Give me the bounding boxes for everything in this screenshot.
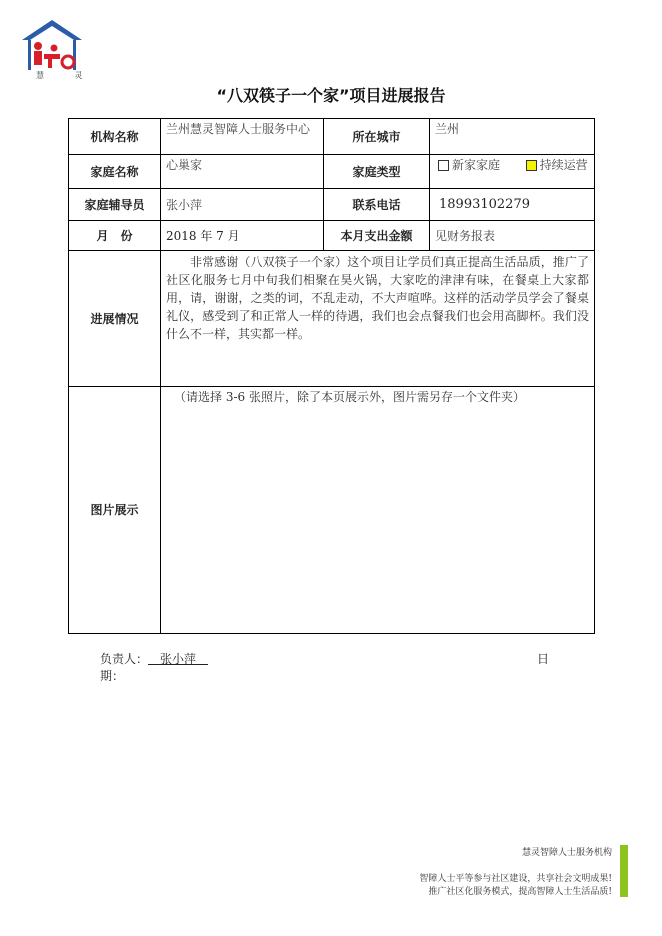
month-label: 月 份 — [69, 221, 161, 251]
person-value[interactable]: 张小萍 — [160, 652, 197, 666]
huiling-logo-icon — [20, 18, 84, 74]
phone-value[interactable]: 18993102279 — [430, 189, 595, 221]
new-family-label: 新家家庭 — [452, 158, 501, 172]
city-value[interactable]: 兰州 — [430, 119, 595, 155]
phone-label: 联系电话 — [324, 189, 430, 221]
person-label: 负责人： — [100, 652, 149, 666]
progress-text: 非常感谢（八双筷子一个家）这个项目让学员们真正提高生活品质，推广了社区化服务七月中旬我们相聚在昊火锅，大家吃的津津有味，在餐桌上大家都用，请，谢谢，之类的词，不乱走动，不大声喧哗。这样的活动学员学会了餐桌礼仪，感受到了和正常人一样的待遇，我们也会点餐我们也会用高脚杯。我们没什么不一样，其实都一样。 — [166, 255, 589, 341]
continuing-checkbox[interactable] — [526, 158, 588, 172]
date-label-2: 期： — [100, 669, 125, 683]
org-label: 机构名称 — [69, 119, 161, 155]
progress-cell[interactable] — [161, 251, 595, 387]
signature-line — [100, 650, 550, 684]
family-value[interactable]: 心巢家 — [161, 155, 324, 189]
type-label: 家庭类型 — [324, 155, 430, 189]
checkbox-highlighted-icon — [526, 160, 537, 171]
photo-cell[interactable] — [161, 387, 595, 634]
tutor-label: 家庭辅导员 — [69, 189, 161, 221]
accent-bar — [620, 845, 628, 897]
family-type-options — [430, 155, 595, 189]
page-title: “八双筷子一个家”项目进展报告 — [216, 86, 446, 105]
footer-org: 慧灵智障人士服务机构 — [521, 848, 612, 858]
city-label: 所在城市 — [324, 119, 430, 155]
continuing-label: 持续运营 — [539, 158, 588, 172]
new-family-checkbox[interactable] — [438, 158, 500, 172]
month-value[interactable]: 2018 年 7 月 — [161, 221, 324, 251]
org-value[interactable]: 兰州慧灵智障人士服务中心 — [161, 119, 324, 155]
tutor-value[interactable]: 张小萍 — [161, 189, 324, 221]
footer-slogan-2: 推广社区化服务模式，提高智障人士生活品质! — [428, 887, 612, 897]
logo-text: 慧 灵 — [36, 71, 97, 80]
checkbox-icon — [438, 160, 449, 171]
progress-label: 进展情况 — [69, 251, 161, 387]
family-label: 家庭名称 — [69, 155, 161, 189]
expense-value[interactable]: 见财务报表 — [430, 221, 595, 251]
expense-label: 本月支出金额 — [324, 221, 430, 251]
photo-hint: （请选择 3-6 张照片，除了本页展示外，图片需另存一个文件夹） — [174, 390, 525, 404]
date-label: 日 — [537, 652, 550, 666]
footer-slogan-1: 智障人士平等参与社区建设，共享社会文明成果! — [419, 874, 612, 884]
report-form — [68, 118, 595, 634]
photo-label: 图片展示 — [69, 387, 161, 634]
